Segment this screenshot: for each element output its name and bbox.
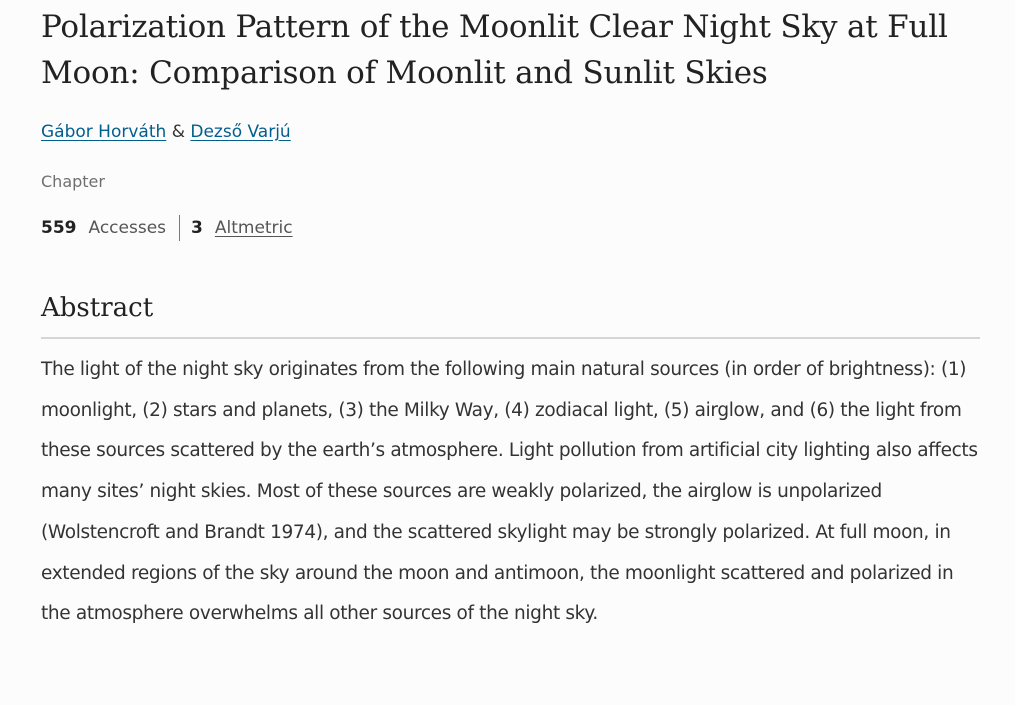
abstract-heading: Abstract	[41, 293, 154, 323]
content-type-label: Chapter	[41, 172, 105, 191]
accesses-count: 559	[41, 218, 77, 238]
accesses-label: Accesses	[88, 218, 167, 238]
author-separator: &	[171, 122, 191, 142]
abstract-text: The light of the night sky originates from the following main natural sources (in order of brightness): (1) moonlight, (2) stars and planets, (3) the Milky Way, (4) zodiacal light, (5) airglow, and (6) the light from these sources scattered by the earth’s atmosphere. Light pollution from artificial city lighting also affects many sites’ night skies. Most of these sources are weakly polarized, the airglow is unpolarized (Wolstencroft and Brandt 1974), and the scattered skylight may be strongly polarized. At full moon, in extended regions of the sky around the moon and antimoon, the moonlight scattered and polarized in the atmosphere overwhelms all other sources of the night sky.	[41, 359, 978, 625]
article-title: Polarization Pattern of the Moonlit Clear Night Sky at Full Moon: Comparison of Moonlit and Sunlit Skies	[41, 9, 948, 91]
altmetric-link[interactable]: Altmetric	[214, 218, 293, 238]
article-metrics	[41, 215, 293, 241]
author-link-horvath[interactable]: Gábor Horváth	[41, 122, 167, 142]
altmetric-metric	[191, 215, 293, 241]
abstract-divider	[41, 337, 980, 339]
metrics-divider	[179, 215, 180, 241]
author-list	[41, 120, 291, 144]
accesses-metric	[41, 215, 166, 241]
author-link-varju[interactable]: Dezső Varjú	[190, 122, 291, 142]
altmetric-count: 3	[191, 218, 203, 238]
